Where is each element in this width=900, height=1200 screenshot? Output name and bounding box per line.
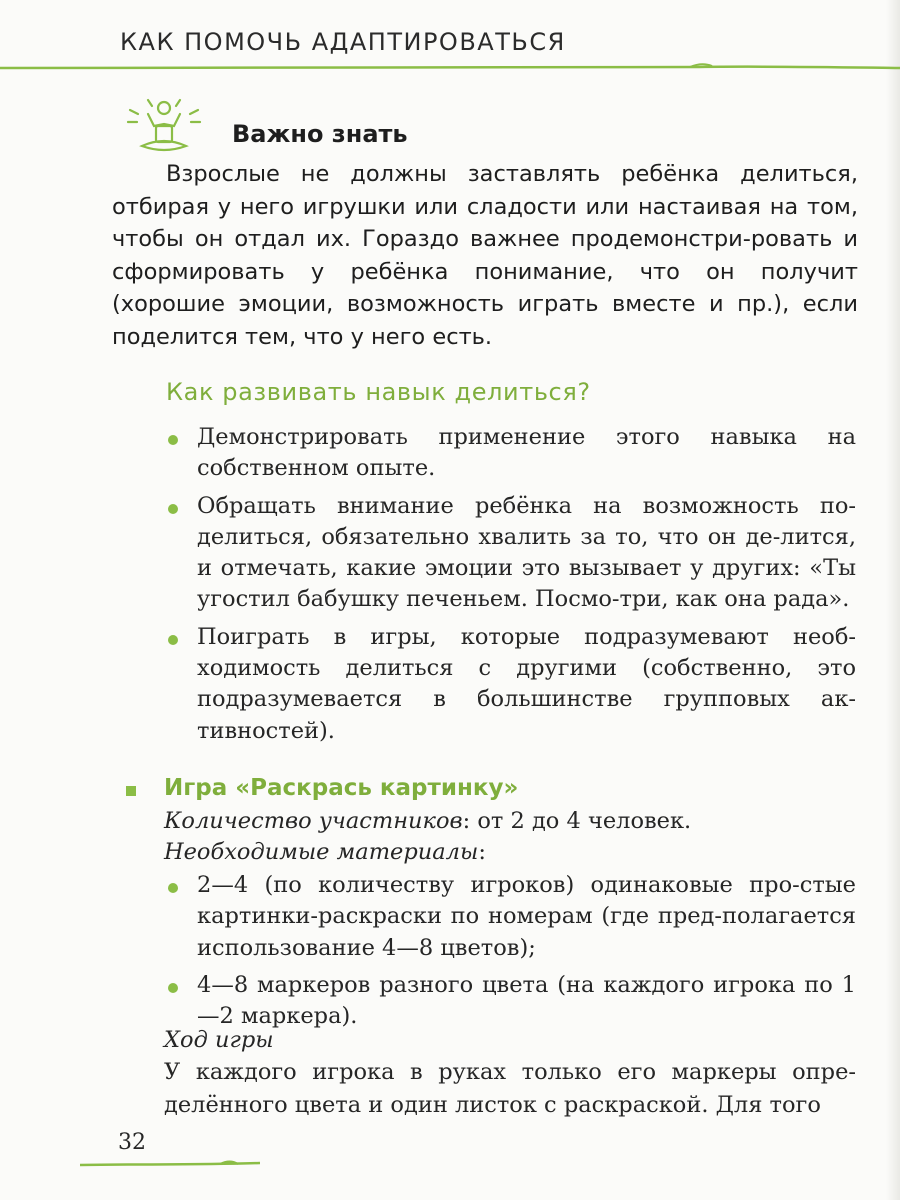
- page-edge: [886, 0, 900, 1200]
- materials-label: Необходимые материалы: [164, 839, 479, 865]
- square-bullet-icon: [126, 786, 136, 796]
- bullet-icon: [168, 635, 178, 645]
- bullet-icon: [168, 504, 178, 514]
- header-rule: [0, 58, 900, 78]
- game-title: Игра «Раскрась картинку»: [164, 775, 519, 801]
- participants-line: [164, 806, 691, 837]
- list-item: 4—8 маркеров разного цвета (на каждого игрока по 1—2 маркера).: [166, 970, 856, 1033]
- list-item: Поиграть в игры, которые подразумевают необ-ходимость делиться с другими (собственно, это подразумевается в большинстве групповых ак-тивностей).: [166, 622, 856, 747]
- materials-list: [166, 870, 856, 1032]
- list-item: Демонстрировать применение этого навыка на собственном опыте.: [166, 422, 856, 485]
- page-number: 32: [118, 1130, 146, 1155]
- course-label: Ход игры: [164, 1027, 274, 1053]
- participants-label: Количество участников: [164, 808, 463, 834]
- section-heading: Как развивать навык делиться?: [166, 378, 591, 406]
- course-text: У каждого игрока в руках только его маркеры опре-делённого цвета и один листок с раскраской. Для того: [164, 1059, 856, 1118]
- bullet-icon: [168, 983, 178, 993]
- important-text-body: Взрослые не должны заставлять ребёнка делиться, отбирая у него игрушки или сладости или настаивая на том, чтобы он отдал их. Гораздо важнее продемонстри-ровать и сформировать у ребёнка понимание, что он получит (хорошие эмоции, возможность играть вместе и пр.), если поделится тем, что у него есть.: [112, 161, 858, 350]
- important-title: Важно знать: [232, 120, 408, 148]
- materials-line: Необходимые материалы:: [164, 839, 486, 865]
- running-title: КАК ПОМОЧЬ АДАПТИРОВАТЬСЯ: [120, 28, 566, 56]
- bullet-icon: [168, 435, 178, 445]
- list-item: 2—4 (по количеству игроков) одинаковые про-стые картинки-раскраски по номерам (где пред-полагается использование 4—8 цветов);: [166, 870, 856, 964]
- skill-list: [166, 422, 856, 747]
- participants-value: : от 2 до 4 человек.: [462, 808, 692, 834]
- bullet-icon: [168, 883, 178, 893]
- list-item: Обращать внимание ребёнка на возможность по-делиться, обязательно хвалить за то, что он де-лится, и отмечать, какие эмоции это вызывает у других: «Ты угостил бабушку печеньем. Посмо-три, как она рада».: [166, 491, 856, 616]
- footer-rule: [80, 1156, 260, 1172]
- meditating-person-icon: [118, 96, 210, 158]
- important-text: [112, 158, 858, 354]
